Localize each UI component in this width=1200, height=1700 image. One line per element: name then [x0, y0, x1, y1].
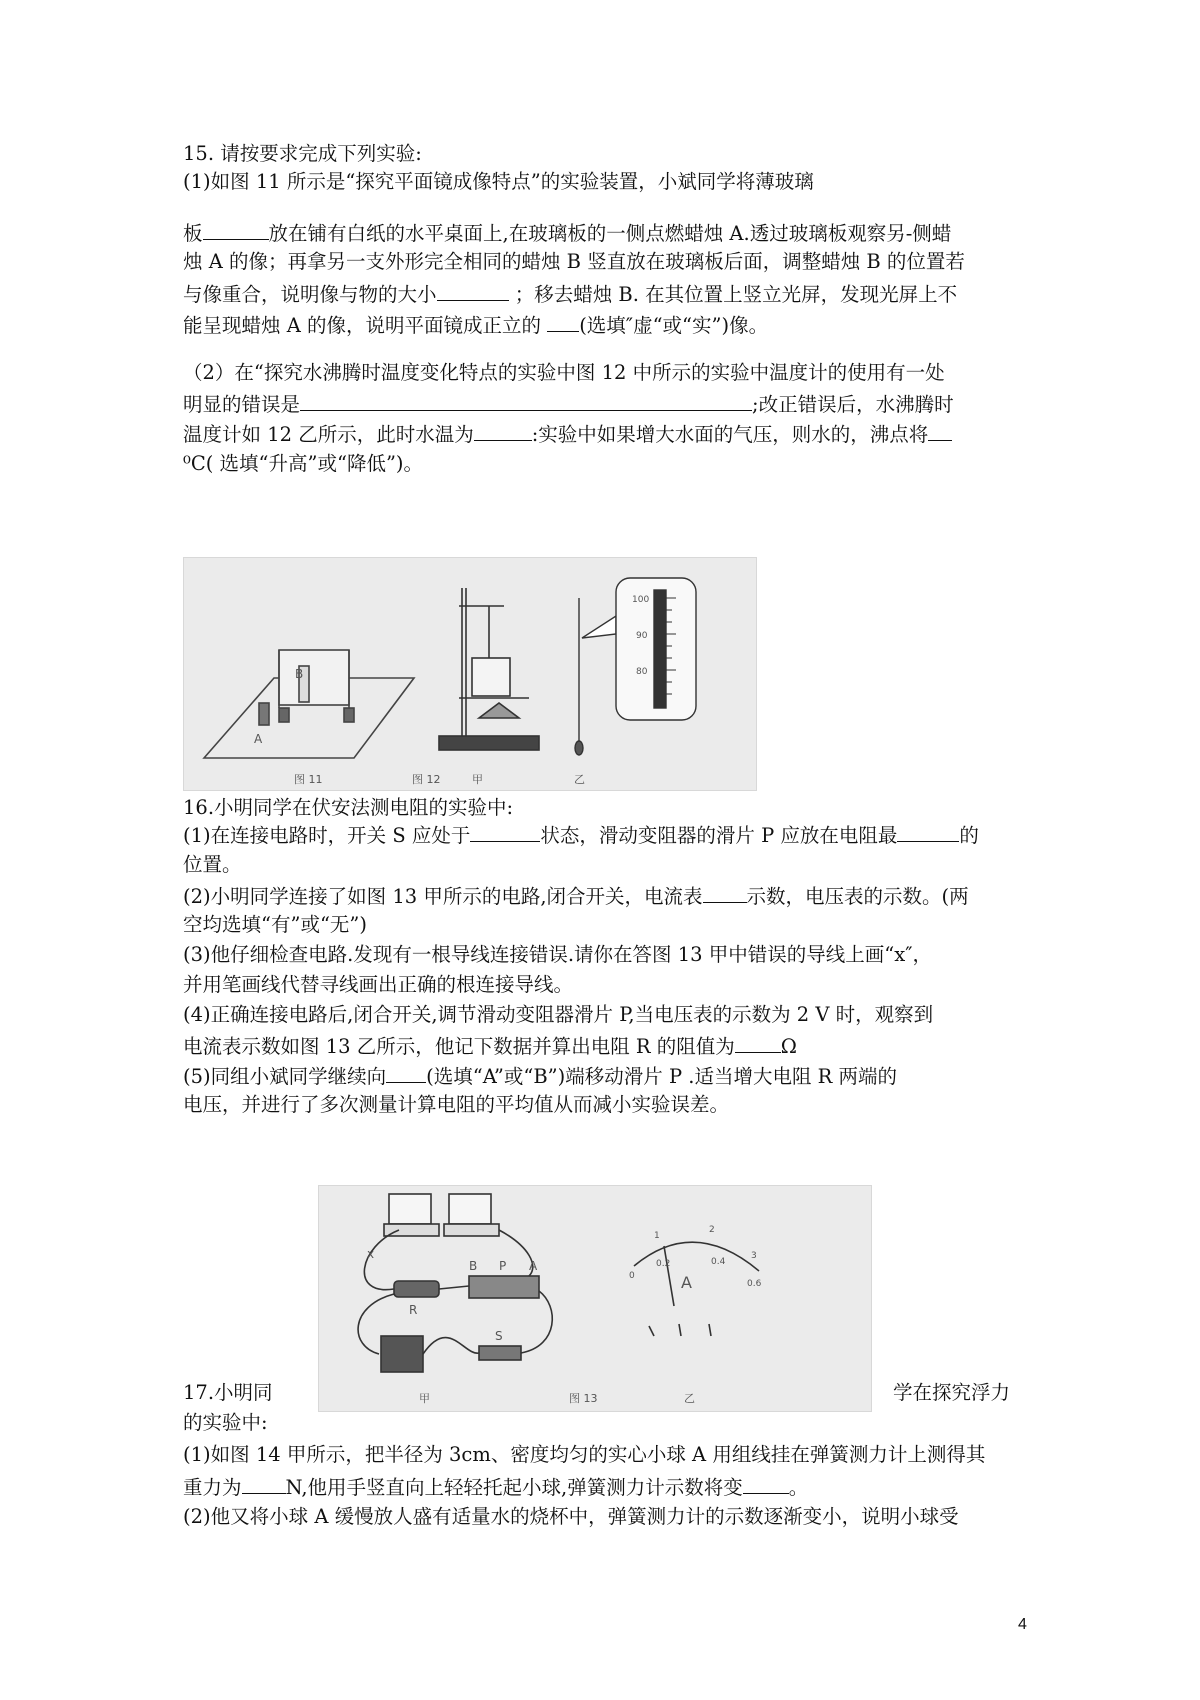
figure-13a-caption: 甲 — [419, 1392, 430, 1405]
answer-blank[interactable] — [735, 1032, 781, 1053]
q16-line2: 位置。 — [183, 853, 242, 876]
circuit-diagram — [358, 1194, 552, 1372]
ammeter-tick-3: 3 — [751, 1251, 757, 1261]
q15-p1-line5: 能呈现蜡烛 A 的像，说明平面镜成正立的 (选填″虚“或“实”)像。 — [183, 311, 768, 339]
answer-blank[interactable] — [474, 420, 532, 441]
q15-p1-line4: 与像重合，说明像与物的大小 ；移去蜡烛 B. 在其位置上竖立光屏，发现光屏上不 — [183, 280, 957, 308]
circuit-label-a: A — [529, 1259, 538, 1273]
circuit-label-x: x — [367, 1247, 375, 1261]
candle-a-label: A — [254, 732, 263, 746]
answer-blank[interactable] — [203, 219, 269, 240]
candle-b-label: B — [295, 667, 304, 681]
q16-line8: 电流表示数如图 13 乙所示，他记下数据并算出电阻 R 的阻值为 Ω — [183, 1032, 797, 1060]
answer-blank[interactable] — [386, 1062, 426, 1083]
boiling-apparatus-diagram — [439, 588, 539, 750]
ammeter-tick-0-2: 0.2 — [656, 1259, 671, 1269]
q15-p1-line3: 烛 A 的像；再拿另一支外形完全相同的蜡烛 B 竖直放在玻璃板后面，调整蜡烛 B 的位置若 — [183, 250, 965, 273]
answer-blank[interactable] — [470, 821, 540, 842]
figure-12-caption: 图 12 — [412, 773, 441, 786]
answer-blank[interactable] — [703, 882, 747, 903]
q16-line3: (2)小明同学连接了如图 13 甲所示的电路,闭合开关，电流表 示数，电压表的示数。(两 — [183, 882, 969, 910]
q17-line1b: 学在探究浮力 — [893, 1381, 1011, 1404]
figure-13-caption: 图 13 — [569, 1392, 598, 1405]
page-number: 4 — [1018, 1616, 1027, 1633]
ammeter-tick-1: 1 — [654, 1231, 660, 1241]
ammeter-unit-label: A — [681, 1273, 692, 1292]
q17-line2: 的实验中: — [183, 1411, 268, 1434]
circuit-label-s: S — [495, 1329, 503, 1343]
q16-line7: (4)正确连接电路后,闭合开关,调节滑动变阻器滑片 P,当电压表的示数为 2 V 时，观察到 — [183, 1003, 934, 1026]
answer-blank[interactable] — [437, 280, 509, 301]
answer-blank[interactable] — [547, 311, 579, 332]
ammeter-tick-0-4: 0.4 — [711, 1257, 726, 1267]
figure-13b-caption: 乙 — [684, 1392, 695, 1405]
q16-line1: (1)在连接电路时，开关 S 应处于 状态，滑动变阻器的滑片 P 应放在电阻最 的 — [183, 821, 979, 849]
circuit-label-r: R — [409, 1303, 418, 1317]
answer-blank[interactable] — [242, 1473, 286, 1494]
figure-11-caption: 图 11 — [294, 773, 323, 786]
figure-12b-caption: 乙 — [574, 773, 585, 786]
q16-title: 16.小明同学在伏安法测电阻的实验中: — [183, 796, 514, 819]
figure-12a-caption: 甲 — [472, 773, 483, 786]
q16-line6: 并用笔画线代替寻线画出正确的根连接导线。 — [183, 973, 574, 996]
answer-blank[interactable] — [743, 1473, 789, 1494]
scale-label-90: 90 — [636, 631, 648, 641]
q15-p2-line2: 明显的错误是 ;改正错误后，水沸腾时 — [183, 390, 954, 418]
ammeter-dial-diagram — [634, 1242, 759, 1336]
answer-blank[interactable] — [897, 821, 959, 842]
mirror-setup-diagram — [204, 650, 414, 758]
q17-line1a: 17.小明同 — [183, 1381, 273, 1404]
circuit-label-b: B — [469, 1259, 478, 1273]
q16-line5: (3)他仔细检查电路.发现有一根导线连接错误.请你在答图 13 甲中错误的导线上画“x″， — [183, 943, 932, 966]
q16-line9: (5)同组小斌同学继续向 (选填“A”或“B”)端移动滑片 P .适当增大电阻 R 两端的 — [183, 1062, 897, 1090]
q15-p2-line4: ⁰C( 选填“升高”或“降低”)。 — [183, 452, 424, 475]
answer-blank[interactable] — [928, 420, 952, 441]
scale-label-80: 80 — [636, 667, 648, 677]
ammeter-tick-2: 2 — [709, 1225, 715, 1235]
scale-label-100: 100 — [632, 595, 650, 605]
ammeter-tick-0: 0 — [629, 1271, 635, 1281]
answer-blank[interactable] — [300, 390, 752, 411]
q15-title: 15. 请按要求完成下列实验: — [183, 142, 422, 165]
q16-line10: 电压，并进行了多次测量计算电阻的平均值从而减小实验误差。 — [183, 1093, 730, 1116]
circuit-label-p: P — [499, 1259, 507, 1273]
q15-p2-line1: （2）在“探究水沸腾时温度变化特点的实验中图 12 中所示的实验中温度计的使用有一处 — [183, 361, 945, 384]
q15-p1-line2: 板 放在铺有白纸的水平桌面上,在玻璃板的一侧点燃蜡烛 A.透过玻璃板观察另-侧蜡 — [183, 219, 951, 247]
q17-line4: 重力为 N,他用手竖直向上轻轻托起小球,弹簧测力计示数将变 。 — [183, 1473, 808, 1501]
q15-p1-line1: (1)如图 11 所示是“探究平面镜成像特点”的实验装置，小斌同学将薄玻璃 — [183, 170, 814, 193]
figure-13 — [318, 1185, 872, 1412]
figure-11-12 — [183, 557, 757, 791]
q15-p2-line3: 温度计如 12 乙所示，此时水温为 :实验中如果增大水面的气压，则水的，沸点将 — [183, 420, 952, 448]
q16-line4: 空均选填“有”或“无”) — [183, 913, 367, 936]
ammeter-tick-0-6: 0.6 — [747, 1279, 762, 1289]
q17-line5: (2)他又将小球 A 缓慢放人盛有适量水的烧杯中，弹簧测力计的示数逐渐变小，说明小球受 — [183, 1505, 959, 1528]
q17-line3: (1)如图 14 甲所示，把半径为 3cm、密度均匀的实心小球 A 用组线挂在弹簧测力计上测得其 — [183, 1443, 986, 1466]
